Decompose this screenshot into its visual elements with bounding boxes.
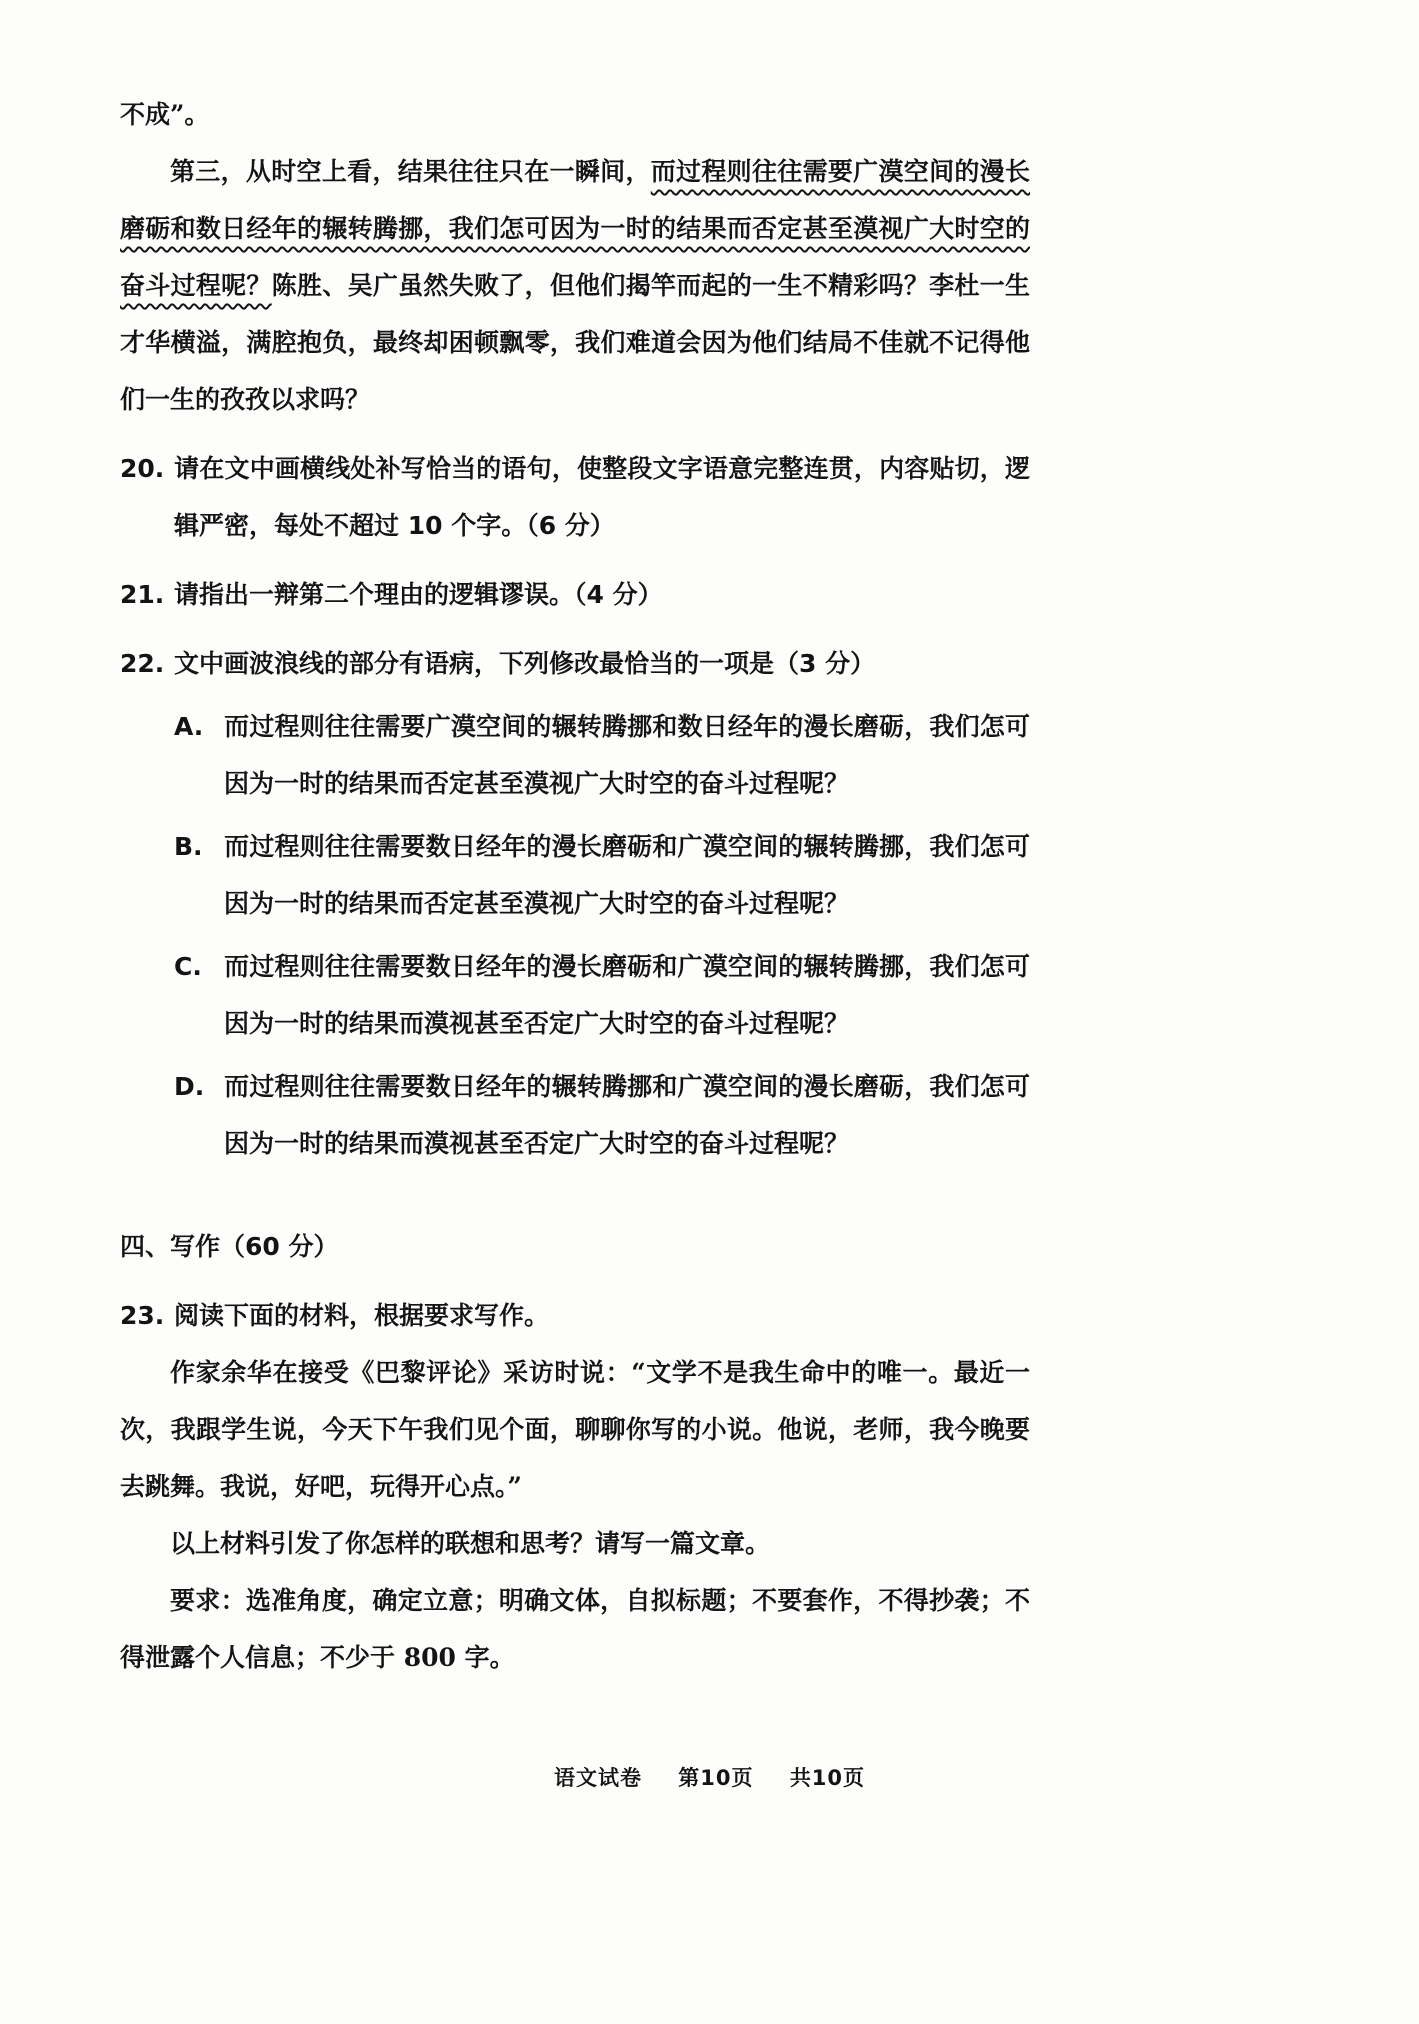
section-four-writing-header bbox=[120, 1218, 1030, 1275]
footer-exam-title: 语文试卷 bbox=[553, 1766, 642, 1790]
question-20-text: 请在文中画横线处补写恰当的语句，使整段文字语意完整连贯，内容贴切，逻辑严密，每处不超过 10 个字。（6 分） bbox=[174, 454, 1030, 540]
exam-content bbox=[120, 86, 1030, 1686]
option-a-label: A. bbox=[174, 712, 204, 741]
paragraph-lead-text: 第三，从时空上看，结果往往只在一瞬间， bbox=[170, 157, 651, 186]
question-21-number: 21. bbox=[120, 580, 165, 609]
option-d-text: 而过程则往往需要数日经年的辗转腾挪和广漠空间的漫长磨砺，我们怎可因为一时的结果而漠视甚至否定广大时空的奋斗过程呢？ bbox=[224, 1072, 1030, 1158]
material-requirements-paragraph bbox=[120, 1572, 1030, 1686]
option-a bbox=[174, 698, 1030, 812]
page-footer bbox=[540, 1762, 879, 1792]
closing-text: 不成”。 bbox=[120, 100, 210, 129]
wavy-underlined-text: 而过程则往往需要广漠空间的漫长磨砺和数日经年的辗转腾挪，我们怎可因为一时的结果而否定甚至漠视广大时空的奋斗过程呢？ bbox=[120, 157, 1030, 300]
question-20-number: 20. bbox=[120, 454, 165, 483]
question-20 bbox=[120, 440, 1030, 554]
question-22-number: 22. bbox=[120, 649, 165, 678]
option-d-label: D. bbox=[174, 1072, 205, 1101]
material-prompt-text: 以上材料引发了你怎样的联想和思考？请写一篇文章。 bbox=[170, 1529, 771, 1558]
material-prompt-paragraph bbox=[120, 1515, 1030, 1572]
paragraph-third-point bbox=[120, 143, 1030, 428]
material-quote-paragraph bbox=[120, 1344, 1030, 1515]
paragraph-rest-text: 陈胜、吴广虽然失败了，但他们揭竿而起的一生不精彩吗？李杜一生才华横溢，满腔抱负，最终却困顿飘零，我们难道会因为他们结局不佳就不记得他们一生的孜孜以求吗？ bbox=[120, 271, 1030, 414]
question-22-text: 文中画波浪线的部分有语病，下列修改最恰当的一项是（3 分） bbox=[174, 649, 876, 678]
option-c-text: 而过程则往往需要数日经年的漫长磨砺和广漠空间的辗转腾挪，我们怎可因为一时的结果而漠视甚至否定广大时空的奋斗过程呢？ bbox=[224, 952, 1030, 1038]
question-21 bbox=[120, 566, 1030, 623]
material-requirements-text: 要求：选准角度，确定立意；明确文体，自拟标题；不要套作，不得抄袭；不得泄露个人信息；不少于 800 字。 bbox=[120, 1586, 1030, 1672]
option-b-label: B. bbox=[174, 832, 203, 861]
question-22 bbox=[120, 635, 1030, 692]
footer-page-number: 第10页 bbox=[678, 1766, 754, 1790]
footer-page-total: 共10页 bbox=[789, 1766, 866, 1790]
option-c-label: C. bbox=[174, 952, 202, 981]
option-b bbox=[174, 818, 1030, 932]
question-23 bbox=[120, 1287, 1030, 1344]
section-four-title: 四、写作（60 分） bbox=[120, 1232, 339, 1261]
option-d bbox=[174, 1058, 1030, 1172]
paragraph-closing-line bbox=[120, 86, 1030, 143]
option-c bbox=[174, 938, 1030, 1052]
question-23-number: 23. bbox=[120, 1301, 165, 1330]
writing-material-block bbox=[120, 1344, 1030, 1686]
material-quote-text: 作家余华在接受《巴黎评论》采访时说：“文学不是我生命中的唯一。最近一次，我跟学生说，今天下午我们见个面，聊聊你写的小说。他说，老师，我今晚要去跳舞。我说，好吧，玩得开心点。” bbox=[120, 1358, 1030, 1501]
question-21-text: 请指出一辩第二个理由的逻辑谬误。（4 分） bbox=[174, 580, 663, 609]
question-23-text: 阅读下面的材料，根据要求写作。 bbox=[174, 1301, 550, 1330]
option-a-text: 而过程则往往需要广漠空间的辗转腾挪和数日经年的漫长磨砺，我们怎可因为一时的结果而否定甚至漠视广大时空的奋斗过程呢？ bbox=[224, 712, 1030, 798]
option-b-text: 而过程则往往需要数日经年的漫长磨砺和广漠空间的辗转腾挪，我们怎可因为一时的结果而否定甚至漠视广大时空的奋斗过程呢？ bbox=[224, 832, 1030, 918]
